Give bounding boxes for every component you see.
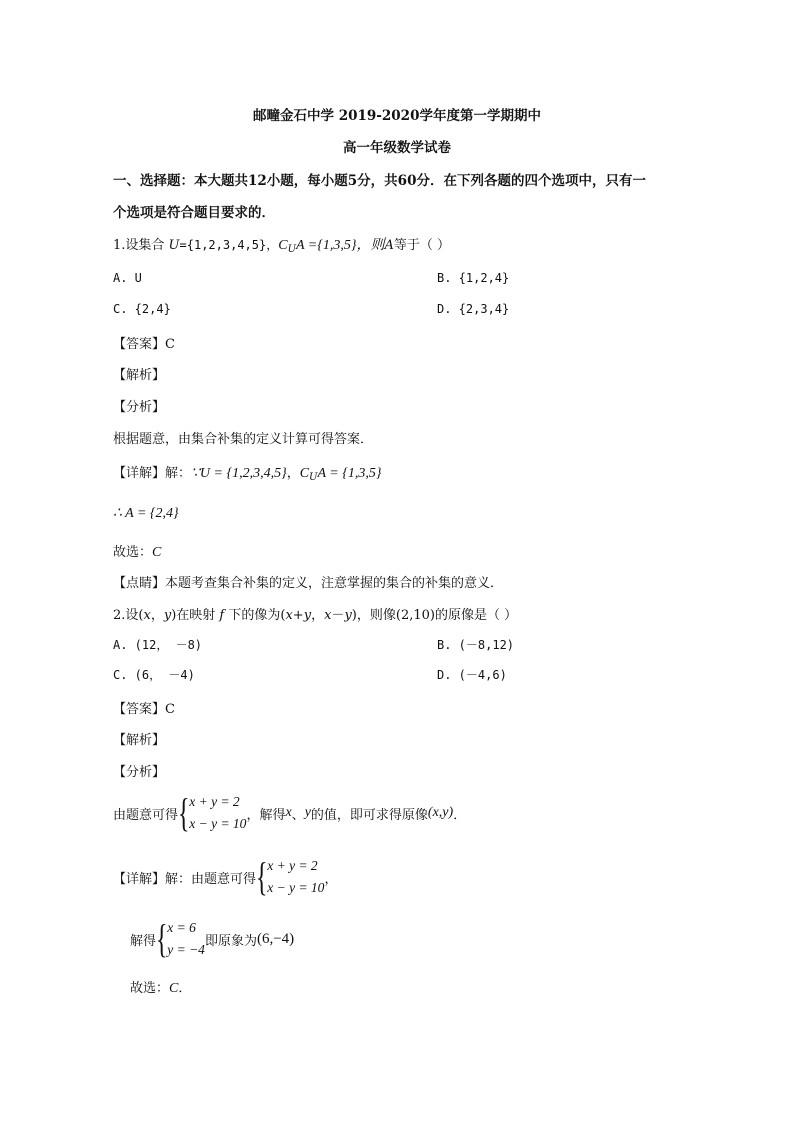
q1-dianjing: 【点睛】本题考查集合补集的定义，注意掌握的集合的补集的意义． [113, 576, 504, 591]
q2-stem: 2.设(x，y)在映射 f 下的像为(x+y，x－y)，则像(2,10)的原像是（ ） [113, 608, 518, 623]
q1-detail: 【详解】解：∵U = {1,2,3,4,5}，$C_UA = \{1,3,5\}$ [113, 466, 382, 483]
q1-answer: 【答案】C [113, 337, 175, 352]
q2-answer: 【答案】C [113, 702, 175, 717]
q1-analysis-label: 【解析】 [113, 368, 166, 383]
q1-choose: 故选：C [113, 545, 162, 560]
q2-fenxi-equation: 由题意可得 { x + y = 2 x − y = 10 ，解得 x 、 y 的值，即可求得原像 (x,y) ． [113, 790, 467, 835]
q2-detail-system: x + y = 2 x − y = 10 [267, 858, 325, 895]
q1-option-c: C. {2,4} [113, 302, 171, 316]
exam-title: 高一年级数学试卷 [343, 140, 451, 156]
q1-stem: 1.设集合 U={1,2,3,4,5}，$C_UA =\{1,3,5\}$，则A等于（ ） [113, 238, 450, 255]
q1-option-d: D. {2,3,4} [437, 302, 510, 316]
q2-option-d: D. (－4,6) [437, 668, 507, 682]
left-brace-icon: { [178, 790, 190, 835]
left-brace-icon: { [256, 854, 268, 899]
q1-option-b: B. {1,2,4} [437, 271, 510, 285]
q2-equation-system: x + y = 2 x − y = 10 [189, 794, 247, 831]
q2-option-c: C. (6， －4) [113, 668, 195, 682]
q1-fenxi-label: 【分析】 [113, 400, 166, 415]
section-heading-line1: 一、选择题：本大题共12小题，每小题5分，共60分．在下列各题的四个选项中，只有一 [113, 173, 646, 189]
q2-choose: 故选：C． [130, 981, 192, 996]
q1-therefore: ∴ A = {2,4} [113, 506, 179, 521]
q1-fenxi-text: 根据题意，由集合补集的定义计算可得答案． [113, 432, 374, 447]
q2-analysis-label: 【解析】 [113, 733, 166, 748]
q1-option-a: A. U [113, 271, 142, 285]
school-title: 邮疃金石中学 2019-2020学年度第一学期期中 [253, 108, 541, 124]
q2-option-a: A. (12， －8) [113, 638, 203, 652]
q2-solution-system: x = 6 y = −4 [167, 920, 205, 957]
q2-solution: 解得 { x = 6 y = −4 即原象为 (6,−4) [130, 916, 295, 961]
q2-detail-equation: 【详解】解：由题意可得 { x + y = 2 x − y = 10 ， [113, 854, 338, 899]
q2-fenxi-label: 【分析】 [113, 765, 166, 780]
section-heading-line2: 个选项是符合题目要求的． [113, 205, 275, 221]
left-brace-icon: { [156, 916, 168, 961]
q2-option-b: B. (－8,12) [437, 638, 515, 652]
